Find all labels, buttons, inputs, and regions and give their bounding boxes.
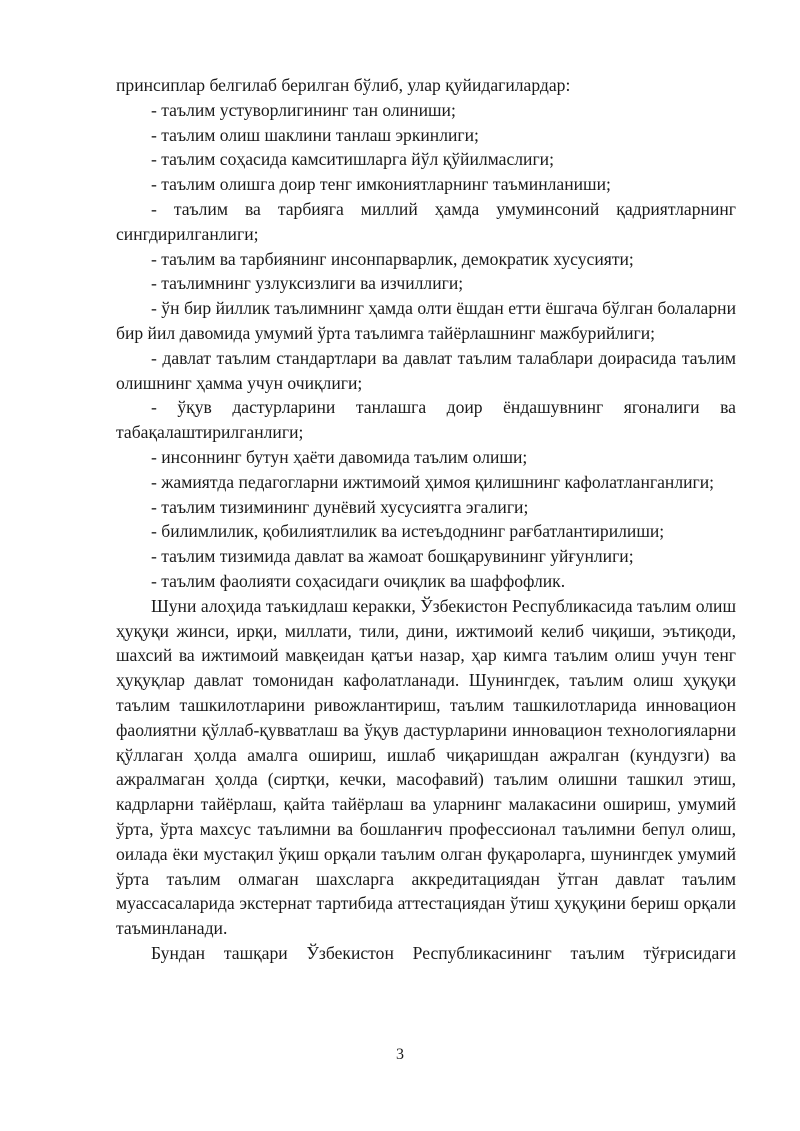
paragraph-rights: Шуни алоҳида таъкидлаш керакки, Ўзбекистон Республикасида таълим олиш ҳуқуқи жинси, ирқи, миллати, тили, дини, ижтимоий келиб чиқиши, эътиқоди, шахсий ва ижтимоий мавқеидан қатъи назар, ҳар кимга таълим олиш учун тенг ҳуқуқлар давлат томонидан кафолатланади. Шунингдек, таълим олиш ҳуқуқи таълим ташкилотларини ривожлантириш, таълим ташкилотларида инновацион фаолиятни қўллаб-қувватлаш ва ўқув дастурларини инновацион технологияларни қўллаган ҳолда амалга ошириш, ишлаб чиқаришдан ажралган (кундузги) ва ажралмаган ҳолда (сиртқи, кечки, масофавий) таълим олишни ташкил этиш, кадрларни тайёрлаш, қайта тайёрлаш ва уларнинг малакасини ошириш, умумий ўрта, ўрта махсус таълимни ва бошланғич профессионал таълимни бепул олиш, оилада ёки мустақил ўқиш орқали таълим олган фуқароларга, шунингдек умумий ўрта таълим олмаган шахсларга аккредитациядан ўтган давлат таълим муассасаларида экстернат тартибида аттестациядан ўтиш ҳуқуқини бериш орқали таъминланади.: [116, 595, 736, 939]
list-item: - таълим ва тарбиянинг инсонпарварлик, демократик хусусияти;: [151, 248, 634, 269]
list-item: - таълим олишга доир тенг имкониятларнинг таъминланиши;: [151, 174, 611, 195]
list-item: - таълим ва тарбияга миллий ҳамда умуминсоний қадриятларнинг сингдирилганлиги;: [116, 198, 736, 244]
list-item: - билимлилик, қобилиятлилик ва истеъдоднинг рағбатлантирилиши;: [151, 521, 665, 542]
paragraph-continuation: Бундан ташқари Ўзбекистон Республикасининг таълим тўғрисидаги: [151, 942, 736, 963]
list-item: - таълим олиш шаклини танлаш эркинлиги;: [151, 124, 479, 145]
body-text: [116, 73, 736, 966]
list-item: - инсоннинг бутун ҳаёти давомида таълим олиши;: [151, 446, 528, 467]
list-item: - таълим устуворлигининг тан олиниши;: [151, 99, 456, 120]
intro-line: принсиплар белгилаб берилган бўлиб, улар қуйидагилардар:: [116, 75, 571, 95]
page-number: 3: [396, 1046, 404, 1063]
list-item: - таълим фаолияти соҳасидаги очиқлик ва шаффофлик.: [151, 570, 566, 591]
list-item: - таълим тизимининг дунёвий хусусиятга эгалиги;: [151, 496, 529, 517]
principles-list: [116, 98, 736, 594]
list-item: - жамиятда педагогларни ижтимоий ҳимоя қилишнинг кафолатланганлиги;: [151, 471, 715, 492]
list-item: - таълимнинг узлуксизлиги ва изчиллиги;: [151, 273, 464, 294]
list-item: - давлат таълим стандартлари ва давлат таълим талаблари доирасида таълим олишнинг ҳамма учун очиқлиги;: [116, 347, 736, 393]
list-item: - таълим тизимида давлат ва жамоат бошқарувининг уйғунлиги;: [151, 546, 634, 567]
list-item: - ўқув дастурларини танлашга доир ёндашувнинг ягоналиги ва табақалаштирилганлиги;: [116, 397, 736, 443]
list-item: - таълим соҳасида камситишларга йўл қўйилмаслиги;: [151, 149, 554, 170]
list-item: - ўн бир йиллик таълимнинг ҳамда олти ёшдан етти ёшгача бўлган болаларни бир йил давомида умумий ўрта таълимга тайёрлашнинг мажбурийлиги;: [116, 298, 736, 343]
